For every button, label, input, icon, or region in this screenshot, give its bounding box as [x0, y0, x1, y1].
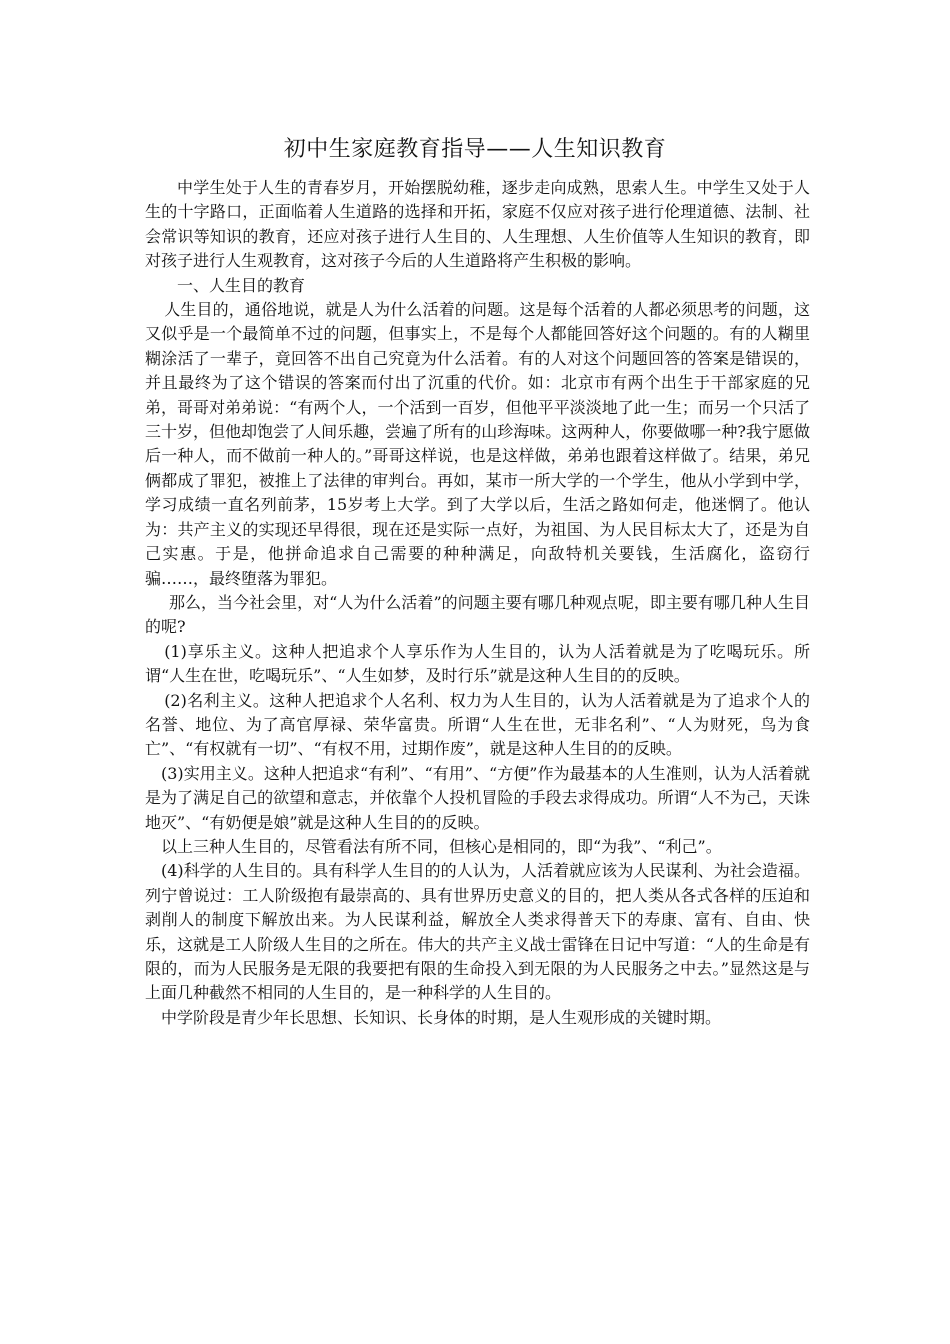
- body-paragraph: 那么，当今社会里，对“人为什么活着”的问题主要有哪几种观点呢，即主要有哪几种人生目的呢?: [145, 592, 810, 637]
- body-paragraph: 以上三种人生目的，尽管看法有所不同，但核心是相同的，即“为我”、“利己”。: [161, 836, 722, 856]
- intro-paragraph: 中学生处于人生的青春岁月，开始摆脱幼稚，逐步走向成熟，思索人生。中学生又处于人生的十字路口，正面临着人生道路的选择和开拓，家庭不仅应对孩子进行伦理道德、法制、社会常识等知识的教育，还应对孩子进行人生目的、人生理想、人生价值等人生知识的教育，即对孩子进行人生观教育，这对孩子今后的人生道路将产生积极的影响。: [145, 178, 810, 271]
- body-paragraph: 中学阶段是青少年长思想、长知识、长身体的时期，是人生观形成的关键时期。: [161, 1007, 722, 1027]
- section-heading: 一、人生目的教育: [177, 275, 306, 295]
- list-item: (4)科学的人生目的。具有科学人生目的的人认为，人活着就应该为人民谋利、为社会造福。列宁曾说过：工人阶级抱有最崇高的、具有世界历史意义的目的，把人类从各式各样的压迫和剥削人的制度下解放出来。为人民谋利益，解放全人类求得普天下的寿康、富有、自由、快乐，这就是工人阶级人生目的之所在。伟大的共产主义战士雷锋在日记中写道：“人的生命是有限的，而为人民服务是无限的我要把有限的生命投入到无限的为人民服务之中去。”显然这是与上面几种截然不相同的人生目的，是一种科学的人生目的。: [145, 861, 810, 1003]
- document-body: [145, 176, 810, 1030]
- body-paragraph: 人生目的，通俗地说，就是人为什么活着的问题。这是每个活着的人都必须思考的问题，这又似乎是一个最简单不过的问题，但事实上，不是每个人都能回答好这个问题的。有的人糊里糊涂活了一辈子，竟回答不出自己究竟为什么活着。有的人对这个问题回答的答案是错误的，并且最终为了这个错误的答案而付出了沉重的代价。如：北京市有两个出生于干部家庭的兄弟，哥哥对弟弟说：“有两个人，一个活到一百岁，但他平平淡淡地了此一生；而另一个只活了三十岁，但他却饱尝了人间乐趣，尝遍了所有的山珍海味。这两种人，你要做哪一种?我宁愿做后一种人，而不做前一种人的。”哥哥这样说，也是这样做，弟弟也跟着这样做了。结果，弟兄俩都成了罪犯，被推上了法律的审判台。再如，某市一所大学的一个学生，他从小学到中学，学习成绩一直名列前茅，15岁考上大学。到了大学以后，生活之路如何走，他迷惘了。他认为：共产主义的实现还早得很，现在还是实际一点好，为祖国、为人民目标太大了，还是为自己实惠。于是，他拼命追求自己需要的种种满足，向敌特机关要钱，生活腐化，盗窃行骗……，最终堕落为罪犯。: [145, 300, 810, 588]
- list-item: (3)实用主义。这种人把追求“有利”、“有用”、“方便”作为最基本的人生准则，认为人活着就是为了满足自己的欲望和意志，并依靠个人投机冒险的手段去求得成功。所谓“人不为己，天诛地灭”、“有奶便是娘”就是这种人生目的的反映。: [145, 763, 810, 832]
- list-item: (1)享乐主义。这种人把追求个人享乐作为人生目的，认为人活着就是为了吃喝玩乐。所谓“人生在世，吃喝玩乐”、“人生如梦，及时行乐”就是这种人生目的的反映。: [145, 641, 810, 686]
- list-item: (2)名利主义。这种人把追求个人名利、权力为人生目的，认为人活着就是为了追求个人的名誉、地位、为了高官厚禄、荣华富贵。所谓“人生在世，无非名利”、“人为财死，鸟为食亡”、“有权就有一切”、“有权不用，过期作废”，就是这种人生目的的反映。: [145, 690, 810, 759]
- document-title: 初中生家庭教育指导——人生知识教育: [283, 137, 667, 162]
